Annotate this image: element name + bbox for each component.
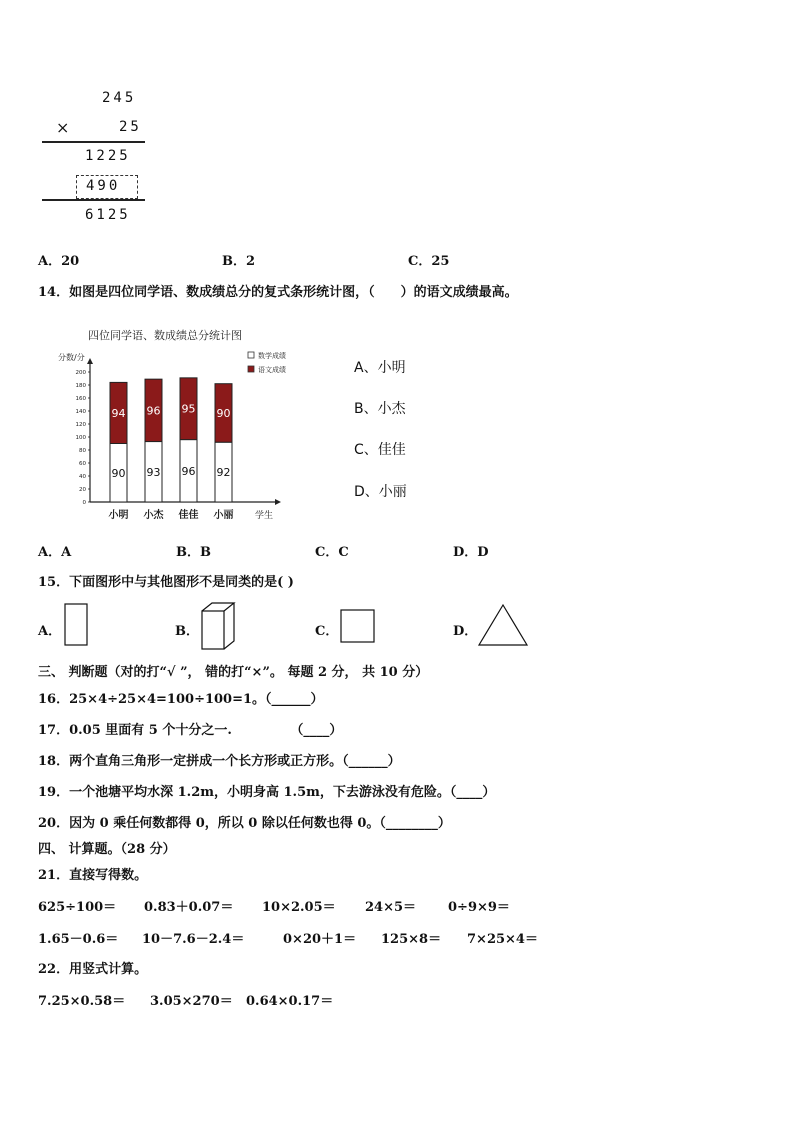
q15-label-c: C． (315, 624, 339, 639)
calc-item: 0.83＋0.07＝ (144, 900, 234, 915)
chart-option-c: C、佳佳 (354, 442, 406, 458)
legend-chinese: 语文成绩 (258, 366, 286, 374)
calc-item: 0×20＋1＝ (283, 932, 357, 947)
y-tick-label: 180 (75, 383, 86, 389)
q15-label-d: D． (453, 624, 478, 639)
square-shape (340, 609, 376, 643)
bar-chart (50, 322, 290, 527)
section-3-heading: 三、 判断题（对的打“√ ”， 错的打“×”。 每题 2 分， 共 10 分） (38, 665, 429, 680)
x-axis-arrow (275, 499, 281, 505)
q14-option-d: D．D (453, 545, 489, 560)
calc-item: 3.05×270＝ (150, 994, 233, 1009)
y-tick-label: 100 (75, 435, 86, 441)
y-tick-label: 200 (75, 370, 86, 376)
q21-text: 21．直接写得数。 (38, 868, 148, 883)
data-label-chinese: 94 (111, 406, 126, 420)
multiplier: 25 (119, 119, 142, 135)
triangle-shape (477, 603, 529, 647)
q15-text: 15．下面图形中与其他图形不是同类的是( ) (38, 575, 294, 590)
data-label-math: 96 (181, 464, 196, 478)
category-label: 小明 (108, 510, 129, 521)
y-tick-label: 40 (79, 474, 86, 480)
x-axis-label: 学生 (255, 511, 274, 521)
calc-item: 625÷100＝ (38, 900, 117, 915)
section-4-heading: 四、 计算题。（28 分） (38, 842, 176, 857)
y-tick-label: 20 (79, 487, 86, 493)
tall-rectangle-shape (64, 603, 90, 647)
q20-text: 20．因为 0 乘任何数都得 0，所以 0 除以任何数也得 0。（________） (38, 816, 451, 831)
data-label-math: 90 (111, 466, 126, 480)
q13-option-b: B．2 (222, 254, 256, 269)
divider-line (42, 199, 145, 201)
q19-text: 19．一个池塘平均水深 1.2m，小明身高 1.5m，下去游泳没有危险。（____） (38, 785, 496, 800)
calc-item: 0÷9×9＝ (448, 900, 510, 915)
q14-option-c: C．C (315, 545, 349, 560)
q13-option-c: C．25 (408, 254, 450, 269)
chart-title: 四位同学语、数成绩总分统计图 (88, 329, 242, 342)
y-tick-label: 160 (75, 396, 86, 402)
q22-text: 22．用竖式计算。 (38, 962, 148, 977)
y-axis-arrow (87, 358, 93, 364)
legend-swatch-math (248, 352, 254, 358)
calc-item: 7×25×4＝ (467, 932, 538, 947)
y-tick-label: 60 (79, 461, 86, 467)
times-sign: × (56, 118, 70, 137)
calc-item: 1.65－0.6＝ (38, 932, 119, 947)
q13-option-a: A．20 (38, 254, 80, 269)
data-label-chinese: 95 (181, 402, 196, 416)
calc-item: 24×5＝ (365, 900, 417, 915)
y-tick-label: 80 (79, 448, 86, 454)
chart-option-d: D、小丽 (354, 484, 407, 500)
product-result: 6125 (85, 207, 131, 223)
cuboid-shape (200, 601, 236, 651)
data-label-math: 93 (146, 465, 161, 479)
category-label: 小杰 (143, 510, 164, 521)
q16-text: 16．25×4÷25×4=100÷100=1。（______） (38, 692, 324, 707)
category-label: 佳佳 (178, 510, 199, 521)
calc-item: 10×2.05＝ (262, 900, 336, 915)
divider-line (42, 141, 145, 143)
q14-option-b: B．B (176, 545, 211, 560)
data-label-chinese: 96 (146, 404, 161, 418)
legend-swatch-chinese (248, 366, 254, 372)
partial-product-2: 490 (86, 178, 121, 194)
calc-item: 0.64×0.17＝ (246, 994, 334, 1009)
calc-item: 10－7.6－2.4＝ (142, 932, 245, 947)
y-tick-label: 0 (82, 500, 86, 506)
chart-option-a: A、小明 (354, 360, 406, 376)
legend-math: 数学成绩 (258, 352, 286, 360)
chart-option-b: B、小杰 (354, 401, 406, 417)
multiplicand: 245 (102, 90, 137, 106)
q15-label-a: A． (38, 624, 62, 639)
y-tick-label: 120 (75, 422, 86, 428)
q15-label-b: B． (175, 624, 199, 639)
category-label: 小丽 (213, 510, 234, 521)
q17-text: 17．0.05 里面有 5 个十分之一. （____） (38, 723, 343, 738)
data-label-chinese: 90 (216, 406, 231, 420)
q14-option-a: A．A (38, 545, 72, 560)
y-axis-label: 分数/分 (58, 353, 85, 362)
data-label-math: 92 (216, 466, 231, 480)
q14-text: 14．如图是四位同学语、数成绩总分的复式条形统计图，（ ）的语文成绩最高。 (38, 285, 518, 300)
calc-item: 7.25×0.58＝ (38, 994, 126, 1009)
q18-text: 18．两个直角三角形一定拼成一个长方形或正方形。（______） (38, 754, 401, 769)
y-tick-label: 140 (75, 409, 86, 415)
calc-item: 125×8＝ (381, 932, 442, 947)
partial-product-1: 1225 (85, 148, 131, 164)
